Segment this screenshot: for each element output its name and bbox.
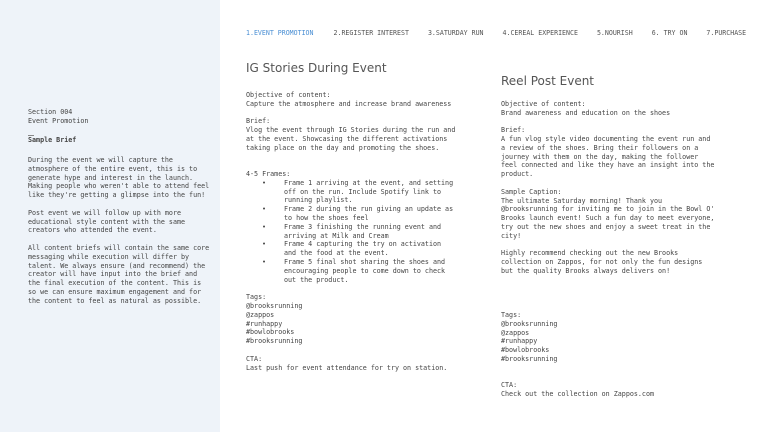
tag: #runhappy [246, 319, 283, 328]
objective-text: Capture the atmosphere and increase brand awareness [246, 99, 452, 108]
tag: #bowlobrooks [501, 346, 550, 355]
tag: #brooksrunning [246, 337, 303, 346]
sidebar-paragraph: During the event we will capture the atmosphere of the entire event, this is to generate hype and interest in the launch. Making people who weren't able to attend feel like they're getting a glimpse into the fun! [28, 156, 210, 200]
section-number: Section 004 [28, 108, 73, 116]
reel-brief [501, 126, 716, 179]
ig-cta [246, 355, 456, 373]
cta-text: Check out the collection on Zappos.com [501, 390, 654, 399]
nav-item-nourish[interactable]: 5.NOURISH [596, 29, 633, 37]
caption-text: Highly recommend checking out the new Brooks collection on Zappos, for not only the fun designs but the quality Brooks always delivers on! [501, 249, 703, 275]
reel-cta [501, 381, 716, 399]
frames-label: 4-5 Frames: [246, 169, 291, 178]
tag: @brooksrunning [246, 301, 303, 310]
section-header [28, 108, 208, 144]
tags-label: Tags: [501, 310, 522, 319]
ig-frames [246, 170, 456, 284]
nav-item-purchase[interactable]: 7.PURCHASE [706, 29, 747, 37]
nav-item-saturday-run[interactable]: 3.SATURDAY RUN [427, 29, 484, 37]
reel-objective [501, 100, 716, 118]
frame-item: • Frame 1 arriving at the event, and setting off on the run. Include Spotify link to running playlist. [262, 179, 456, 205]
cta-label: CTA: [501, 381, 518, 390]
cta-text: Last push for event attendance for try on station. [246, 363, 448, 372]
ig-stories-column [246, 61, 456, 381]
brief-text: Vlog the event through IG Stories during the run and at the event. Showcasing the different activations taking place on the day and promoting the shoes. [246, 125, 456, 152]
tag: #bowlobrooks [246, 328, 295, 337]
tags-label: Tags: [246, 293, 267, 302]
frame-item: • Frame 4 capturing the try on activation and the food at the event. [262, 240, 456, 258]
ig-brief [246, 117, 456, 152]
brief-label: Brief: [501, 126, 526, 135]
nav-item-cereal-experience[interactable]: 4.CEREAL EXPERIENCE [502, 29, 578, 37]
caption-text: The ultimate Saturday morning! Thank you @brooksrunning for inviting me to join in the Bowl O' Brooks launch event! Such a fun day to meet everyone, try out the new shoes and enjoy a sweet treat in the city! [501, 196, 715, 240]
nav-item-event-promotion[interactable]: 1.EVENT PROMOTION [246, 29, 314, 37]
sidebar-paragraph: Post event we will follow up with more educational style content with the same creators who attended the event. [28, 208, 186, 235]
objective-text: Brand awareness and education on the shoes [501, 108, 671, 117]
objective-label: Objective of content: [246, 90, 331, 99]
sidebar-panel [0, 0, 220, 432]
tag: @zappos [246, 310, 275, 319]
tag: @zappos [501, 328, 530, 337]
frame-item: • Frame 2 during the run giving an update as to how the shoes feel [262, 205, 456, 223]
frame-item: • Frame 3 finishing the running event and arriving at Milk and Cream [262, 223, 456, 241]
reel-caption [501, 188, 716, 276]
tag: #runhappy [501, 337, 538, 346]
caption-label: Sample Caption: [501, 187, 562, 196]
reel-post-column [501, 74, 716, 408]
brief-text: A fun vlog style video documenting the event run and a review of the shoes. Bring their followers on a journey with them on the day, making the follower feel connected and like they have an insight into the product. [501, 134, 715, 179]
frame-item: • Frame 5 final shot sharing the shoes and encouraging people to come down to check out the product. [262, 258, 456, 284]
sample-brief-title: Sample Brief [28, 135, 208, 145]
section-subtitle: Event Promotion [28, 116, 89, 125]
nav-item-register-interest[interactable]: 2.REGISTER INTEREST [333, 29, 409, 37]
tag: #brooksrunning [501, 354, 558, 363]
nav-item-try-on[interactable]: 6. TRY ON [651, 29, 688, 37]
objective-label: Objective of content: [501, 99, 586, 108]
reel-tags [501, 311, 716, 364]
ig-objective [246, 91, 456, 109]
sidebar-body [28, 156, 210, 314]
brief-label: Brief: [246, 117, 271, 126]
section-nav [246, 29, 746, 38]
ig-stories-heading: IG Stories During Event [246, 61, 387, 75]
cta-label: CTA: [246, 354, 263, 363]
tag: @brooksrunning [501, 319, 558, 328]
sidebar-paragraph: All content briefs will contain the same core messaging while execution will differ by talent. We always ensure (and recommend) the creator will have input into the brief and the final execution of the content. This is so we can ensure maximum engagement and for the content to feel as natural as possible. [28, 243, 210, 305]
reel-post-heading: Reel Post Event [501, 74, 595, 88]
ig-tags [246, 293, 456, 346]
frames-list [262, 179, 456, 285]
